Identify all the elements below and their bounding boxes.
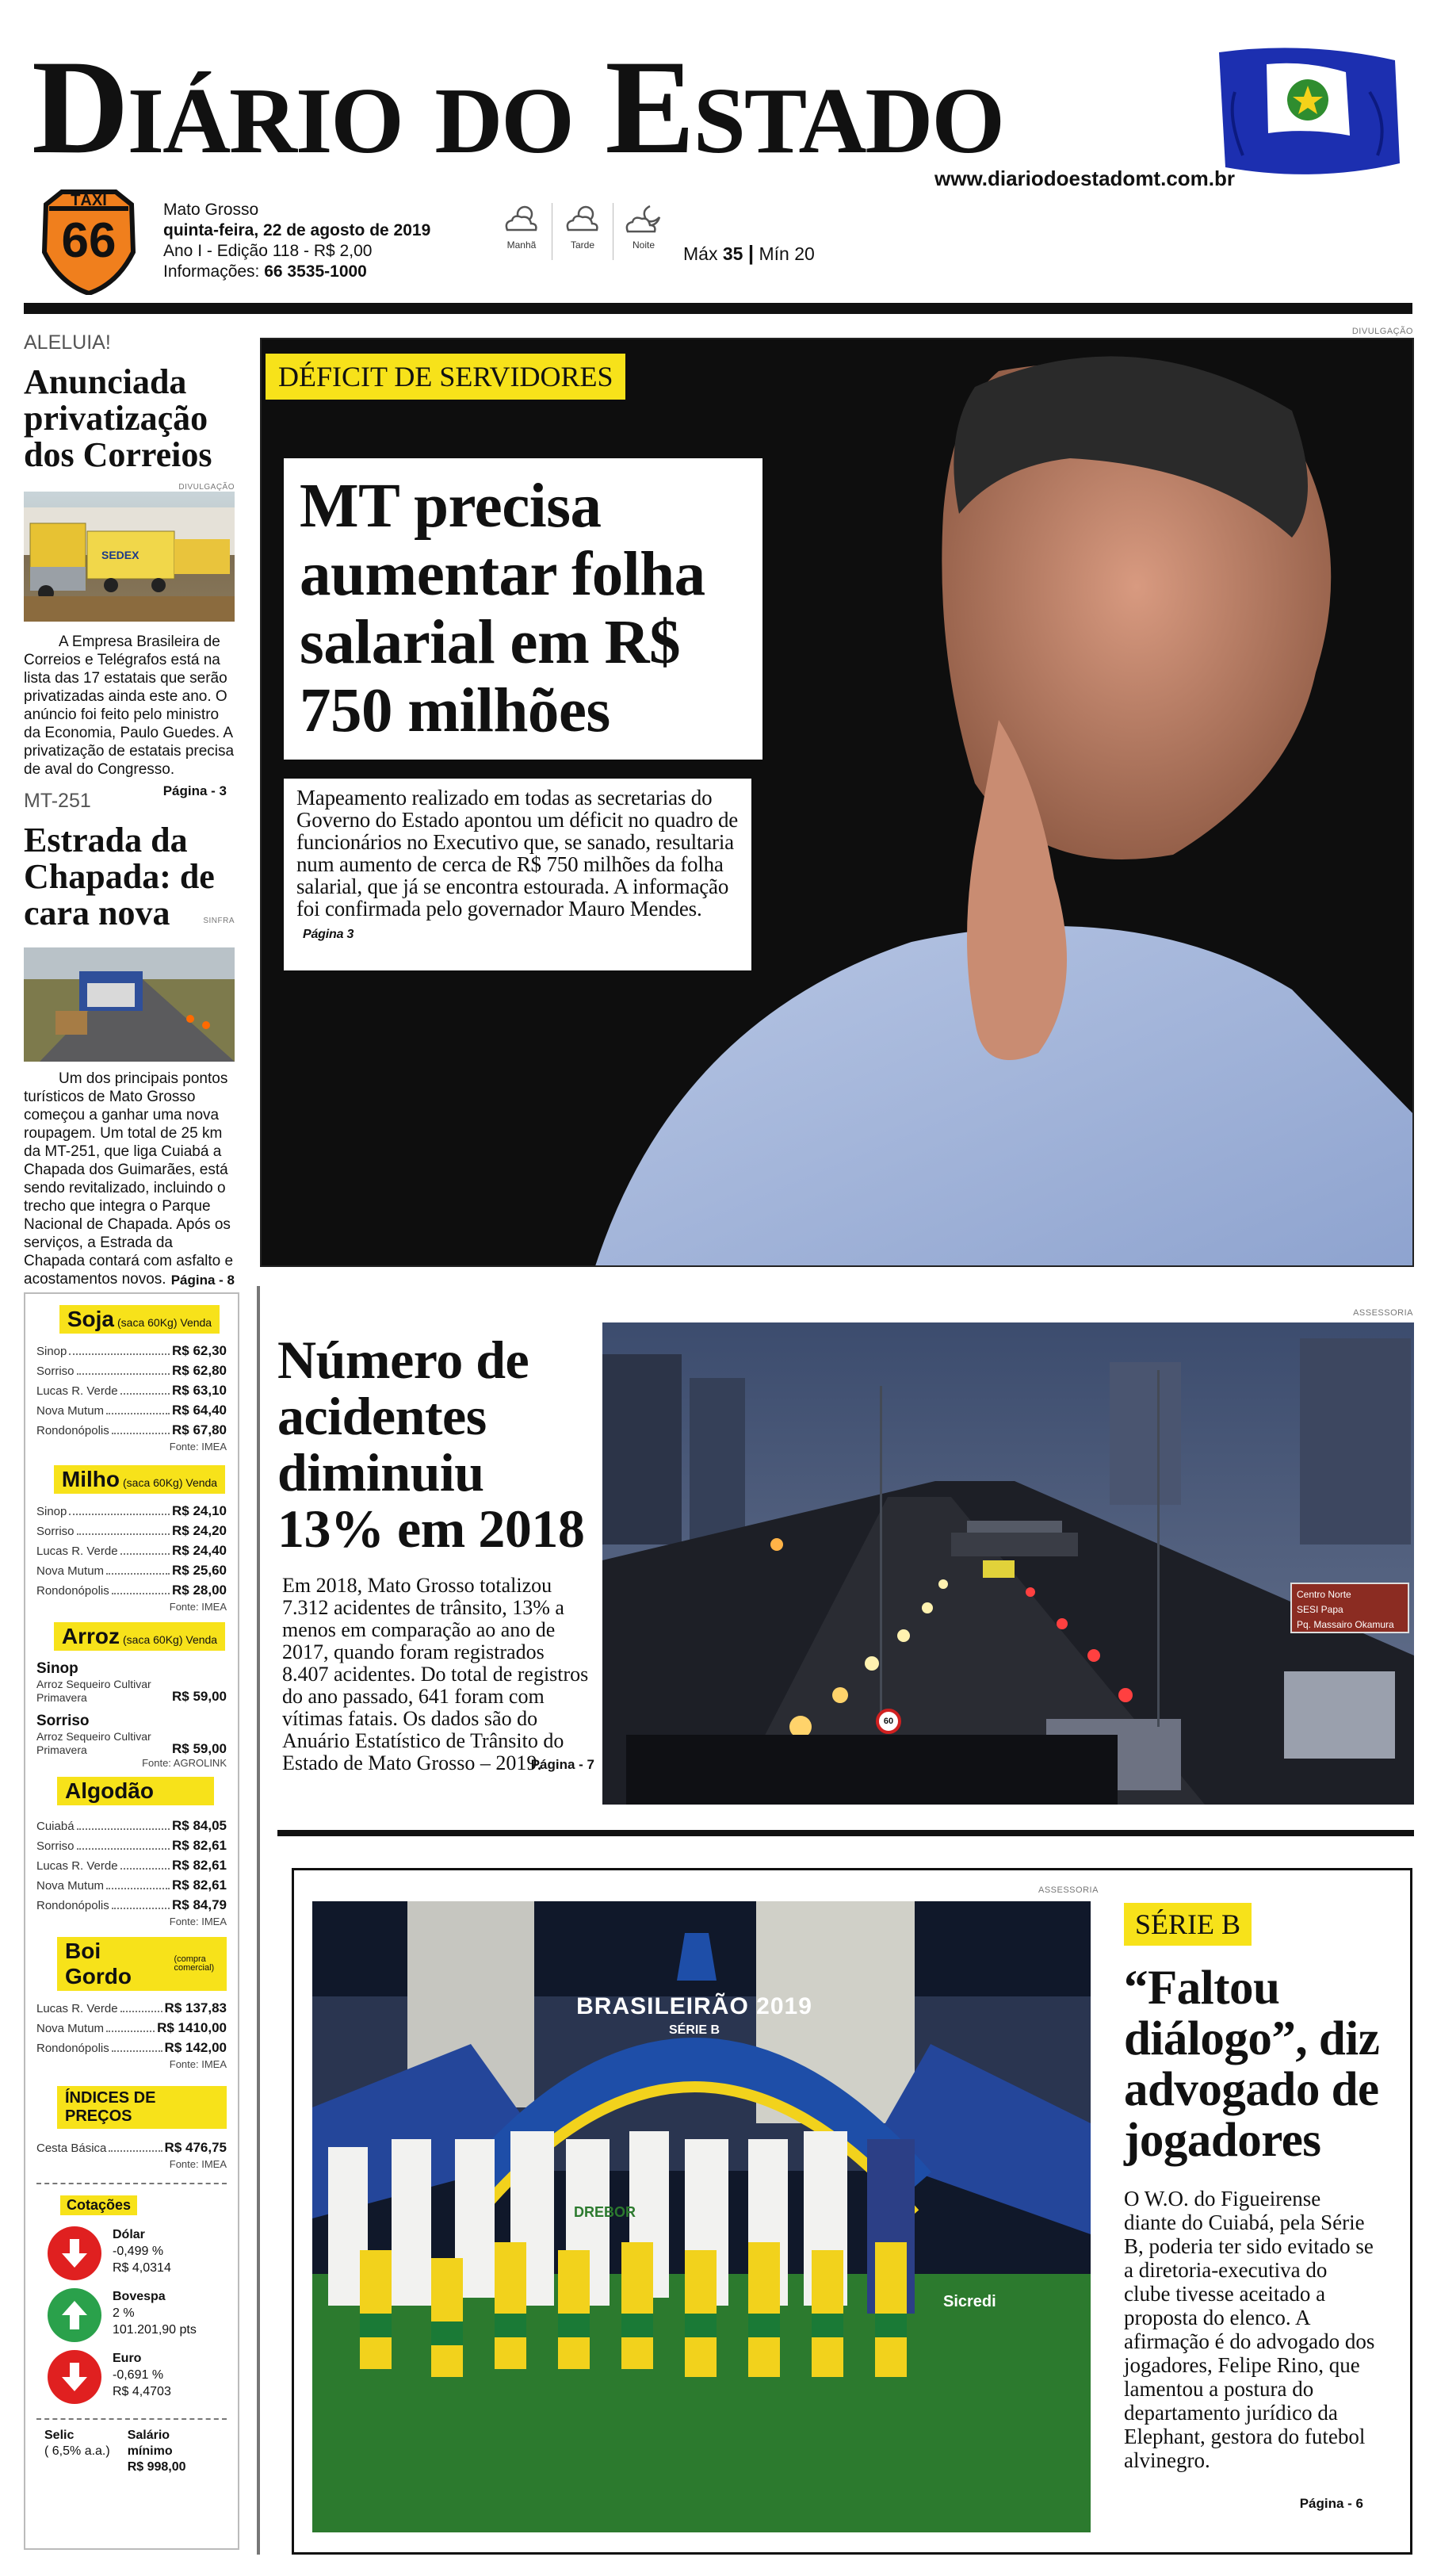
soja-rows [36, 1342, 227, 1453]
min-label: Mín [759, 243, 789, 264]
price-row [36, 1876, 227, 1896]
price: R$ 82,61 [172, 1838, 227, 1853]
price: R$ 476,75 [164, 2140, 227, 2155]
lead-kicker: DÉFICIT DE SERVIDORES [266, 354, 625, 400]
price: R$ 84,05 [172, 1818, 227, 1833]
page-ref[interactable]: Página 3 [303, 928, 354, 941]
quote-value: 101.201,90 pts [113, 2323, 197, 2337]
price: R$ 63,10 [172, 1383, 227, 1398]
indices-title: ÍNDICES DE PREÇOS [57, 2086, 227, 2129]
milho-title [54, 1465, 225, 1494]
salario [128, 2428, 191, 2475]
price: R$ 142,00 [164, 2040, 227, 2055]
boi-title [57, 1937, 227, 1991]
city: Sorriso [36, 1525, 75, 1538]
price: R$ 24,10 [172, 1503, 227, 1518]
milho-rows [36, 1502, 227, 1613]
price: R$ 84,79 [172, 1897, 227, 1912]
truck-text: SEDEX [101, 549, 139, 561]
headline[interactable]: Número de acidentes diminuiu 13% em 2018 [277, 1330, 585, 1559]
photo-credit: DIVULGAÇÃO [178, 483, 235, 492]
price: R$ 82,61 [172, 1858, 227, 1873]
price-row [36, 1401, 227, 1421]
taxi-ad[interactable] [38, 189, 139, 295]
source: Fonte: IMEA [169, 1916, 227, 1927]
city: Cuiabá [36, 1820, 75, 1833]
city: Lucas R. Verde [36, 2002, 118, 2015]
quote-value: R$ 4,4703 [113, 2385, 171, 2398]
page-ref[interactable]: Página - 3 [162, 783, 227, 798]
boi-rows [36, 1999, 227, 2070]
price: R$ 59,00 [172, 1689, 227, 1704]
sun-cloud-icon [501, 203, 542, 235]
chapada-photo[interactable] [24, 947, 235, 1062]
lead-photo-credit: DIVULGAÇÃO [1351, 327, 1413, 336]
city: Sinop [36, 1345, 67, 1358]
body-text: A Empresa Brasileira de Correios e Telégrafos está na lista das 17 estatais que serão privatizadas ainda este ano. O anúncio foi feito pelo ministro da Economia, Paulo Guedes. A privatização de estatais precisa de aval do Congresso. [24, 633, 235, 778]
quote-name: Euro [113, 2352, 142, 2365]
price: R$ 24,40 [172, 1543, 227, 1558]
arroz-title [54, 1622, 225, 1651]
arrow-up-icon [48, 2288, 101, 2342]
milho-section [52, 1465, 227, 1494]
city: Sorriso [36, 1713, 90, 1729]
price-row [36, 1856, 227, 1876]
section-title: Boi Gordo [65, 1939, 132, 1988]
market-panel [24, 1292, 239, 2550]
sun-cloud-icon [562, 203, 603, 235]
city: Lucas R. Verde [36, 1544, 118, 1558]
weather-night [621, 203, 666, 251]
price: R$ 82,61 [172, 1877, 227, 1893]
max-value: 35 [722, 243, 743, 264]
speed-limit-sign [876, 1709, 901, 1734]
newspaper-title: Diário do Estado [32, 33, 1003, 182]
quote-name: Bovespa [113, 2290, 166, 2303]
section-rule [277, 1830, 1414, 1836]
body-text: Em 2018, Mato Grosso totalizou 7.312 acidentes de trânsito, 13% a menos em comparação ao ano de 2017, quando foram registrados 8.407 acidentes. Do total de registros do ano passado, 641 foram com vítimas fatais. Os dados são do Anuário Estatístico de Trânsito do Estado de Mato Grosso – 2019. [282, 1574, 589, 1774]
page-ref[interactable]: Página - 7 [530, 1757, 594, 1772]
price-row [36, 2019, 227, 2038]
quote-name: Dólar [113, 2228, 145, 2241]
section-title: Milho [61, 1467, 120, 1491]
source: Fonte: IMEA [169, 1441, 227, 1453]
price-row [36, 1502, 227, 1521]
chapada-story[interactable] [24, 790, 235, 1288]
price: R$ 62,30 [172, 1343, 227, 1358]
cotacao-euro [48, 2350, 227, 2404]
price-row [36, 1896, 227, 1916]
body-text: Um dos principais pontos turísticos de Mato Grosso começou a ganhar uma nova roupagem. Um total de 25 km da MT-251, que liga Cuiabá a Chapada dos Guimarães, está sendo revitalizado, incluindo o trecho que integra o Parque Nacional de Chapada. Após os serviços, a Estrada da Chapada contará com asfalto e acostamentos novos. [24, 1070, 234, 1288]
arrow-down-icon [48, 2350, 101, 2404]
price-row [36, 1381, 227, 1401]
kicker: MT-251 [24, 790, 91, 812]
dashed-divider [36, 2183, 227, 2184]
source: Fonte: AGROLINK [142, 1757, 227, 1769]
min-value: 20 [794, 243, 815, 264]
price-row [36, 1421, 227, 1441]
price: R$ 137,83 [164, 2000, 227, 2015]
arrow-down-icon [48, 2226, 101, 2280]
headline[interactable]: Estrada da Chapada: de cara nova [24, 821, 215, 932]
direction-sign [1290, 1583, 1409, 1633]
source: Fonte: IMEA [169, 1601, 227, 1613]
weather-label: Tarde [570, 239, 595, 251]
quote-change: 2 % [113, 2306, 135, 2320]
price: R$ 24,20 [172, 1523, 227, 1538]
headline[interactable]: “Faltou diálogo”, diz advogado de jogadores [1124, 1962, 1380, 2167]
taxi-ad-top: TÁXI [71, 192, 107, 209]
correios-story[interactable] [24, 331, 235, 799]
algodao-title: Algodão [57, 1777, 214, 1805]
desc: Arroz Sequeiro Cultivar Primavera [36, 1730, 151, 1756]
city: Sorriso [36, 1365, 75, 1378]
weather-label: Manhã [506, 239, 537, 251]
price-row [36, 1541, 227, 1561]
city: Rondonópolis [36, 1584, 109, 1598]
desc: Arroz Sequeiro Cultivar Primavera [36, 1678, 151, 1704]
cotacao-dolar [48, 2226, 227, 2280]
arroz-item [36, 1713, 227, 1757]
algodao-rows [36, 1816, 227, 1927]
jersey-sponsor-2: Sicredi [943, 2293, 996, 2310]
cotacao-bovespa [48, 2288, 227, 2342]
max-label: Máx [683, 243, 718, 264]
city: Sorriso [36, 1839, 75, 1853]
price-row [36, 2138, 227, 2158]
city: Nova Mutum [36, 2022, 105, 2035]
city: Sinop [36, 1505, 67, 1518]
issue-info [163, 200, 430, 282]
dashed-divider [36, 2418, 227, 2420]
road-works-image [24, 947, 235, 1062]
page-ref[interactable]: Página - 6 [1299, 2496, 1363, 2511]
soja-section [52, 1305, 227, 1334]
night-traffic-image [602, 1322, 1414, 1805]
price-row [36, 1816, 227, 1836]
city: Nova Mutum [36, 1404, 105, 1418]
quote-change: -0,499 % [113, 2245, 164, 2258]
section-title: Soja [67, 1307, 115, 1331]
headline[interactable]: Anunciada privatização dos Correios [24, 362, 212, 474]
jersey-sponsor: DREBOR [574, 2204, 636, 2220]
section-unit: (saca 60Kg) Venda [123, 1476, 218, 1489]
cotacoes-title: Cotações [60, 2195, 137, 2215]
sign-line: SESI Papa [1297, 1604, 1343, 1615]
quote-value: R$ 4,0314 [113, 2261, 171, 2275]
city: Rondonópolis [36, 2042, 109, 2055]
price: R$ 67,80 [172, 1422, 227, 1437]
section-title: Arroz [61, 1624, 120, 1648]
price: R$ 59,00 [172, 1741, 227, 1756]
price: R$ 64,40 [172, 1403, 227, 1418]
arroz-section [52, 1622, 227, 1651]
issue-date: quinta-feira, 22 de agosto de 2019 [163, 221, 431, 239]
price: R$ 1410,00 [157, 2020, 227, 2035]
price-row [36, 1581, 227, 1601]
selic-value: ( 6,5% a.a.) [44, 2444, 110, 2458]
section-unit: (compra comercial) [174, 1954, 215, 1973]
city: Rondonópolis [36, 1424, 109, 1437]
state-flag-icon [1211, 44, 1403, 179]
team-photo[interactable] [312, 1901, 1091, 2532]
photo-credit: SINFRA [203, 917, 235, 925]
soja-title [59, 1305, 220, 1334]
column-divider [257, 1286, 260, 2555]
issue-state: Mato Grosso [163, 201, 259, 219]
header-rule [24, 303, 1412, 314]
arroz-item [36, 1660, 227, 1705]
weather-morning [499, 203, 544, 251]
sign-line: Centro Norte [1297, 1589, 1351, 1600]
section-unit: (saca 60Kg) Venda [117, 1316, 212, 1329]
city: Sinop [36, 1660, 78, 1677]
speed-value: 60 [883, 1717, 894, 1726]
salario-value: R$ 998,00 [127, 2460, 186, 2474]
correios-photo[interactable] [24, 492, 235, 622]
futebol-credit: ASSESSORIA [1038, 1885, 1099, 1895]
salario-label: Salário mínimo [127, 2429, 173, 2458]
moon-cloud-icon [623, 203, 664, 235]
weather-widget [499, 203, 815, 266]
price: R$ 28,00 [172, 1583, 227, 1598]
temperature-readout: Máx 35 | Mín 20 [683, 241, 815, 265]
price-row [36, 2038, 227, 2058]
weather-label: Noite [632, 239, 655, 251]
lead-headline: MT precisa aumentar folha salarial em R$ 750 milhões [300, 472, 705, 745]
indices-section [57, 2086, 227, 2129]
arch-title: BRASILEIRÃO 2019 [576, 1993, 812, 2019]
body-text: O W.O. do Figueirense diante do Cuiabá, pela Série B, poderia ter sido evitado se a diretoria-executiva do clube tivesse aceitado a proposta do elenco. A afirmação é do advogado dos jogadores, Felipe Rino, que lamentou a postura do departamento jurídico da Elephant, gestora do futebol alvinegro. [1124, 2187, 1375, 2472]
lead-body [296, 787, 739, 946]
sign-line: Pq. Massairo Okamura [1297, 1619, 1394, 1630]
price: R$ 25,60 [172, 1563, 227, 1578]
kicker: ALELUIA! [24, 331, 111, 354]
lead-headline-box[interactable] [284, 458, 762, 760]
price-row [36, 1521, 227, 1541]
acidentes-credit: ASSESSORIA [1353, 1308, 1413, 1318]
city: Nova Mutum [36, 1879, 105, 1893]
info-phone[interactable]: 66 3535-1000 [264, 262, 367, 281]
city: Rondonópolis [36, 1899, 109, 1912]
taxi-ad-number: 66 [61, 213, 117, 268]
traffic-photo[interactable] [602, 1322, 1414, 1805]
price-row [36, 1999, 227, 2019]
indices-rows [36, 2138, 227, 2170]
cotacoes-section [60, 2195, 227, 2215]
issue-edition: Ano I - Edição 118 - R$ 2,00 [163, 242, 373, 260]
page-ref[interactable]: Página - 8 [170, 1273, 235, 1288]
section-unit: (saca 60Kg) Venda [123, 1633, 218, 1646]
selic-label: Selic [44, 2429, 75, 2442]
price-row [36, 1561, 227, 1581]
algodao-section [57, 1777, 227, 1805]
lead-body-box[interactable] [284, 779, 751, 970]
site-url[interactable]: www.diariodoestadomt.com.br [934, 167, 1235, 190]
price: R$ 62,80 [172, 1363, 227, 1378]
quote-change: -0,691 % [113, 2368, 164, 2382]
kicker: SÉRIE B [1124, 1903, 1252, 1946]
selic [44, 2428, 110, 2475]
arroz-rows [36, 1660, 227, 1769]
issue-contact [163, 262, 430, 282]
city: Lucas R. Verde [36, 1384, 118, 1398]
city: Lucas R. Verde [36, 1859, 118, 1873]
arch-subtitle: SÉRIE B [668, 2023, 720, 2037]
info-label: Informações: [163, 262, 260, 281]
lead-body-text: Mapeamento realizado em todas as secretarias do Governo do Estado apontou um déficit no quadro de funcionários no Executivo que, se sanado, resultaria num aumento de cerca de R$ 750 milhões da folha salarial, que já se encontra estourada. A informação foi confirmada pelo governador Mauro Mendes. [296, 786, 739, 921]
city: Nova Mutum [36, 1564, 105, 1578]
price-row [36, 1342, 227, 1361]
acidentes-story[interactable] [277, 1332, 594, 1773]
city: Cesta Básica [36, 2142, 107, 2155]
selic-salario [36, 2428, 227, 2475]
source: Fonte: IMEA [169, 2158, 227, 2170]
price-row [36, 1836, 227, 1856]
weather-afternoon [560, 203, 605, 251]
price-row [36, 1361, 227, 1381]
source: Fonte: IMEA [169, 2058, 227, 2070]
futebol-story[interactable] [1124, 1903, 1411, 2534]
boi-section [57, 1937, 227, 1991]
